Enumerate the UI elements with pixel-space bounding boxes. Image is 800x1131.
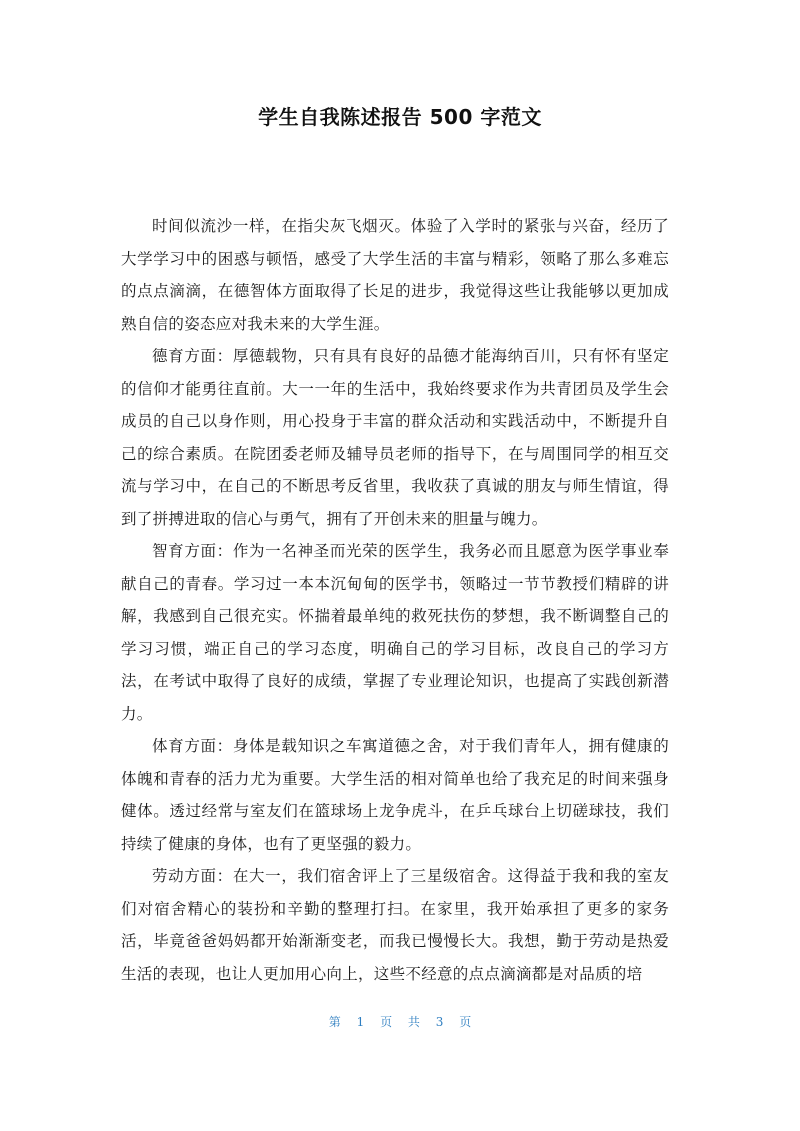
footer-page-label: 第: [328, 1015, 341, 1029]
paragraph-intellectual: 智育方面：作为一名神圣而光荣的医学生，我务必而且愿意为医学事业奉献自己的青春。学习过一本本沉甸甸的医学书，领略过一节节教授们精辟的讲解，我感到自己很充实。怀揣着最单纯的救死扶伤的梦想，我不断调整自己的学习习惯，端正自己的学习态度，明确自己的学习目标，改良自己的学习方法，在考试中取得了良好的成绩，掌握了专业理论知识，也提高了实践创新潜力。: [121, 542, 669, 723]
footer-total-pages: 3: [435, 1015, 444, 1029]
footer-page-number: 1: [356, 1015, 365, 1029]
footer-total-unit: 页: [459, 1015, 472, 1029]
paragraph-intro: 时间似流沙一样，在指尖灰飞烟灭。体验了入学时的紧张与兴奋，经历了大学学习中的困惑与顿悟，感受了大学生活的丰富与精彩，领略了那么多难忘的点点滴滴，在德智体方面取得了长足的进步，我觉得这些让我能够以更加成熟自信的姿态应对我未来的大学生涯。: [121, 217, 669, 333]
footer-page-unit: 页: [380, 1015, 393, 1029]
paragraph-moral: 德育方面：厚德载物，只有具有良好的品德才能海纳百川，只有怀有坚定的信仰才能勇往直前。大一一年的生活中，我始终要求作为共青团员及学生会成员的自己以身作则，用心投身于丰富的群众活动和实践活动中，不断提升自己的综合素质。在院团委老师及辅导员老师的指导下，在与周围同学的相互交流与学习中，在自己的不断思考反省里，我收获了真诚的朋友与师生情谊，得到了拼搏进取的信心与勇气，拥有了开创未来的胆量与魄力。: [121, 347, 669, 528]
paragraph-physical: 体育方面：身体是载知识之车寓道德之舍，对于我们青年人，拥有健康的体魄和青春的活力尤为重要。大学生活的相对简单也给了我充足的时间来强身健体。透过经常与室友们在篮球场上龙争虎斗，在乒乓球台上切磋球技，我们持续了健康的身体，也有了更坚强的毅力。: [121, 737, 669, 853]
document-title: 学生自我陈述报告 500 字范文: [258, 105, 542, 129]
document-body: [121, 210, 669, 990]
paragraph-labor: 劳动方面：在大一，我们宿舍评上了三星级宿舍。这得益于我和我的室友们对宿舍精心的装扮和辛勤的整理打扫。在家里，我开始承担了更多的家务活，毕竟爸爸妈妈都开始渐渐变老，而我已慢慢长大。我想，勤于劳动是热爱生活的表现，也让人更加用心向上，这些不经意的点点滴滴都是对品质的培: [121, 867, 669, 983]
page-footer: [0, 1012, 800, 1032]
footer-total-label: 共: [407, 1015, 420, 1029]
